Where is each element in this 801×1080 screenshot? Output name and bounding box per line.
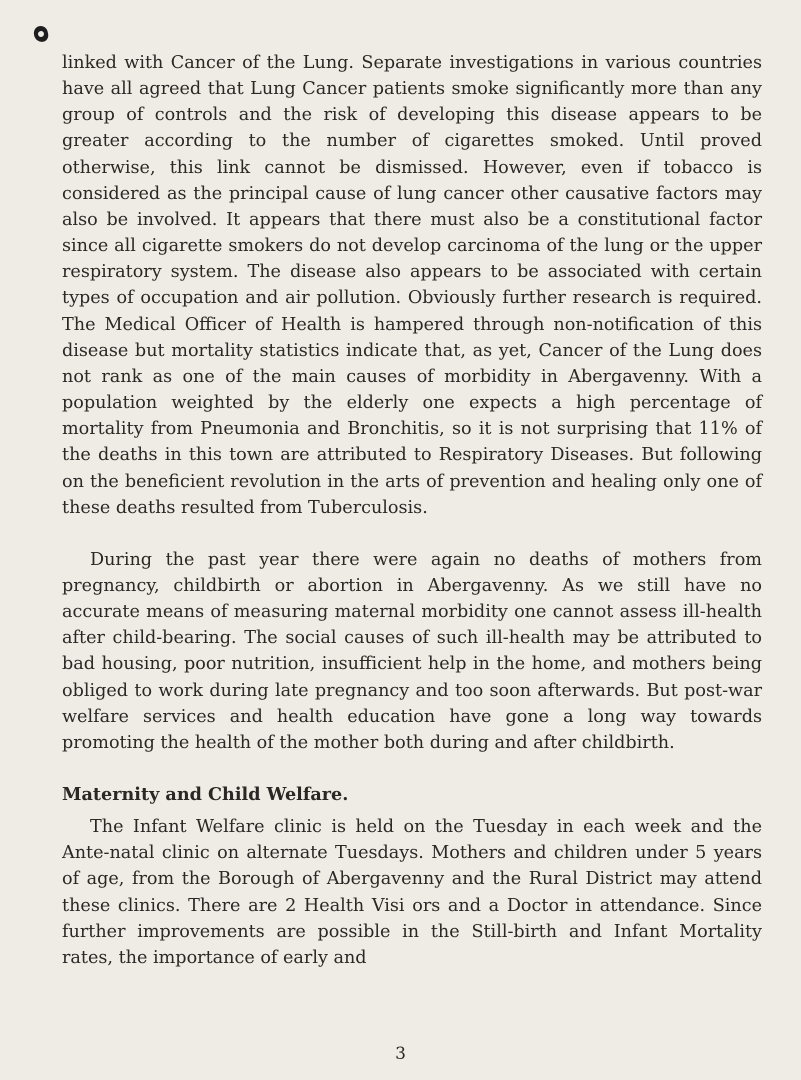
paragraph-lung-cancer: linked with Cancer of the Lung. Separate investigations in various countries have all agreed that Lung Cancer patients smoke significantly more than any group of controls and the risk of developing this disease appears to be greater according to the number of cigarettes smoked. Until proved otherwise, this link cannot be dismissed. However, even if tobacco is considered as the principal cause of lung cancer other causative factors may also be involved. It appears that there must also be a constitutional factor since all cigarette smokers do not develop carcinoma of the lung or the upper respiratory system. The disease also appears to be associated with certain types of occupation and air pollution. Obviously further research is required. The Medical Officer of Health is hampered through non-notification of this disease but mortality statistics indicate that, as yet, Cancer of the Lung does not rank as one of the main causes of morbidity in Abergavenny. With a population weighted by the elderly one expects a high percentage of mortality from Pneumonia and Bronchitis, so it is not surprising that 11% of the deaths in this town are attributed to Respiratory Diseases. But following on the beneficient revolution in the arts of prevention and healing only one of these deaths resulted from Tuberculosis. [62,53,762,518]
page-number: 3 [395,1044,406,1064]
paragraph-maternal-health: During the past year there were again no deaths of mothers from pregnancy, childbirth or abortion in Abergavenny. As we still have no accurate means of measuring maternal morbidity one cannot assess ill-health after child-bearing. The social causes of such ill-health may be attributed to bad housing, poor nutrition, insufficient help in the home, and mothers being obliged to work during late pregnancy and too soon afterwards. But post-war welfare services and health education have gone a long way towards promoting the health of the mother both during and after childbirth. [62,549,762,753]
section-heading: Maternity and Child Welfare. [62,784,349,806]
ink-blot [32,25,49,44]
paragraph-clinics: The Infant Welfare clinic is held on the Tuesday in each week and the Ante-natal clinic on alternate Tuesdays. Mothers and children under 5 years of age, from the Borough of Abergavenny and the Rural District may attend these clinics. There are 2 Health Visi ors and a Doctor in attendance. Since further improvements are possible in the Still-birth and Infant Mortality rates, the importance of early and [62,817,762,968]
document-page [62,50,762,971]
